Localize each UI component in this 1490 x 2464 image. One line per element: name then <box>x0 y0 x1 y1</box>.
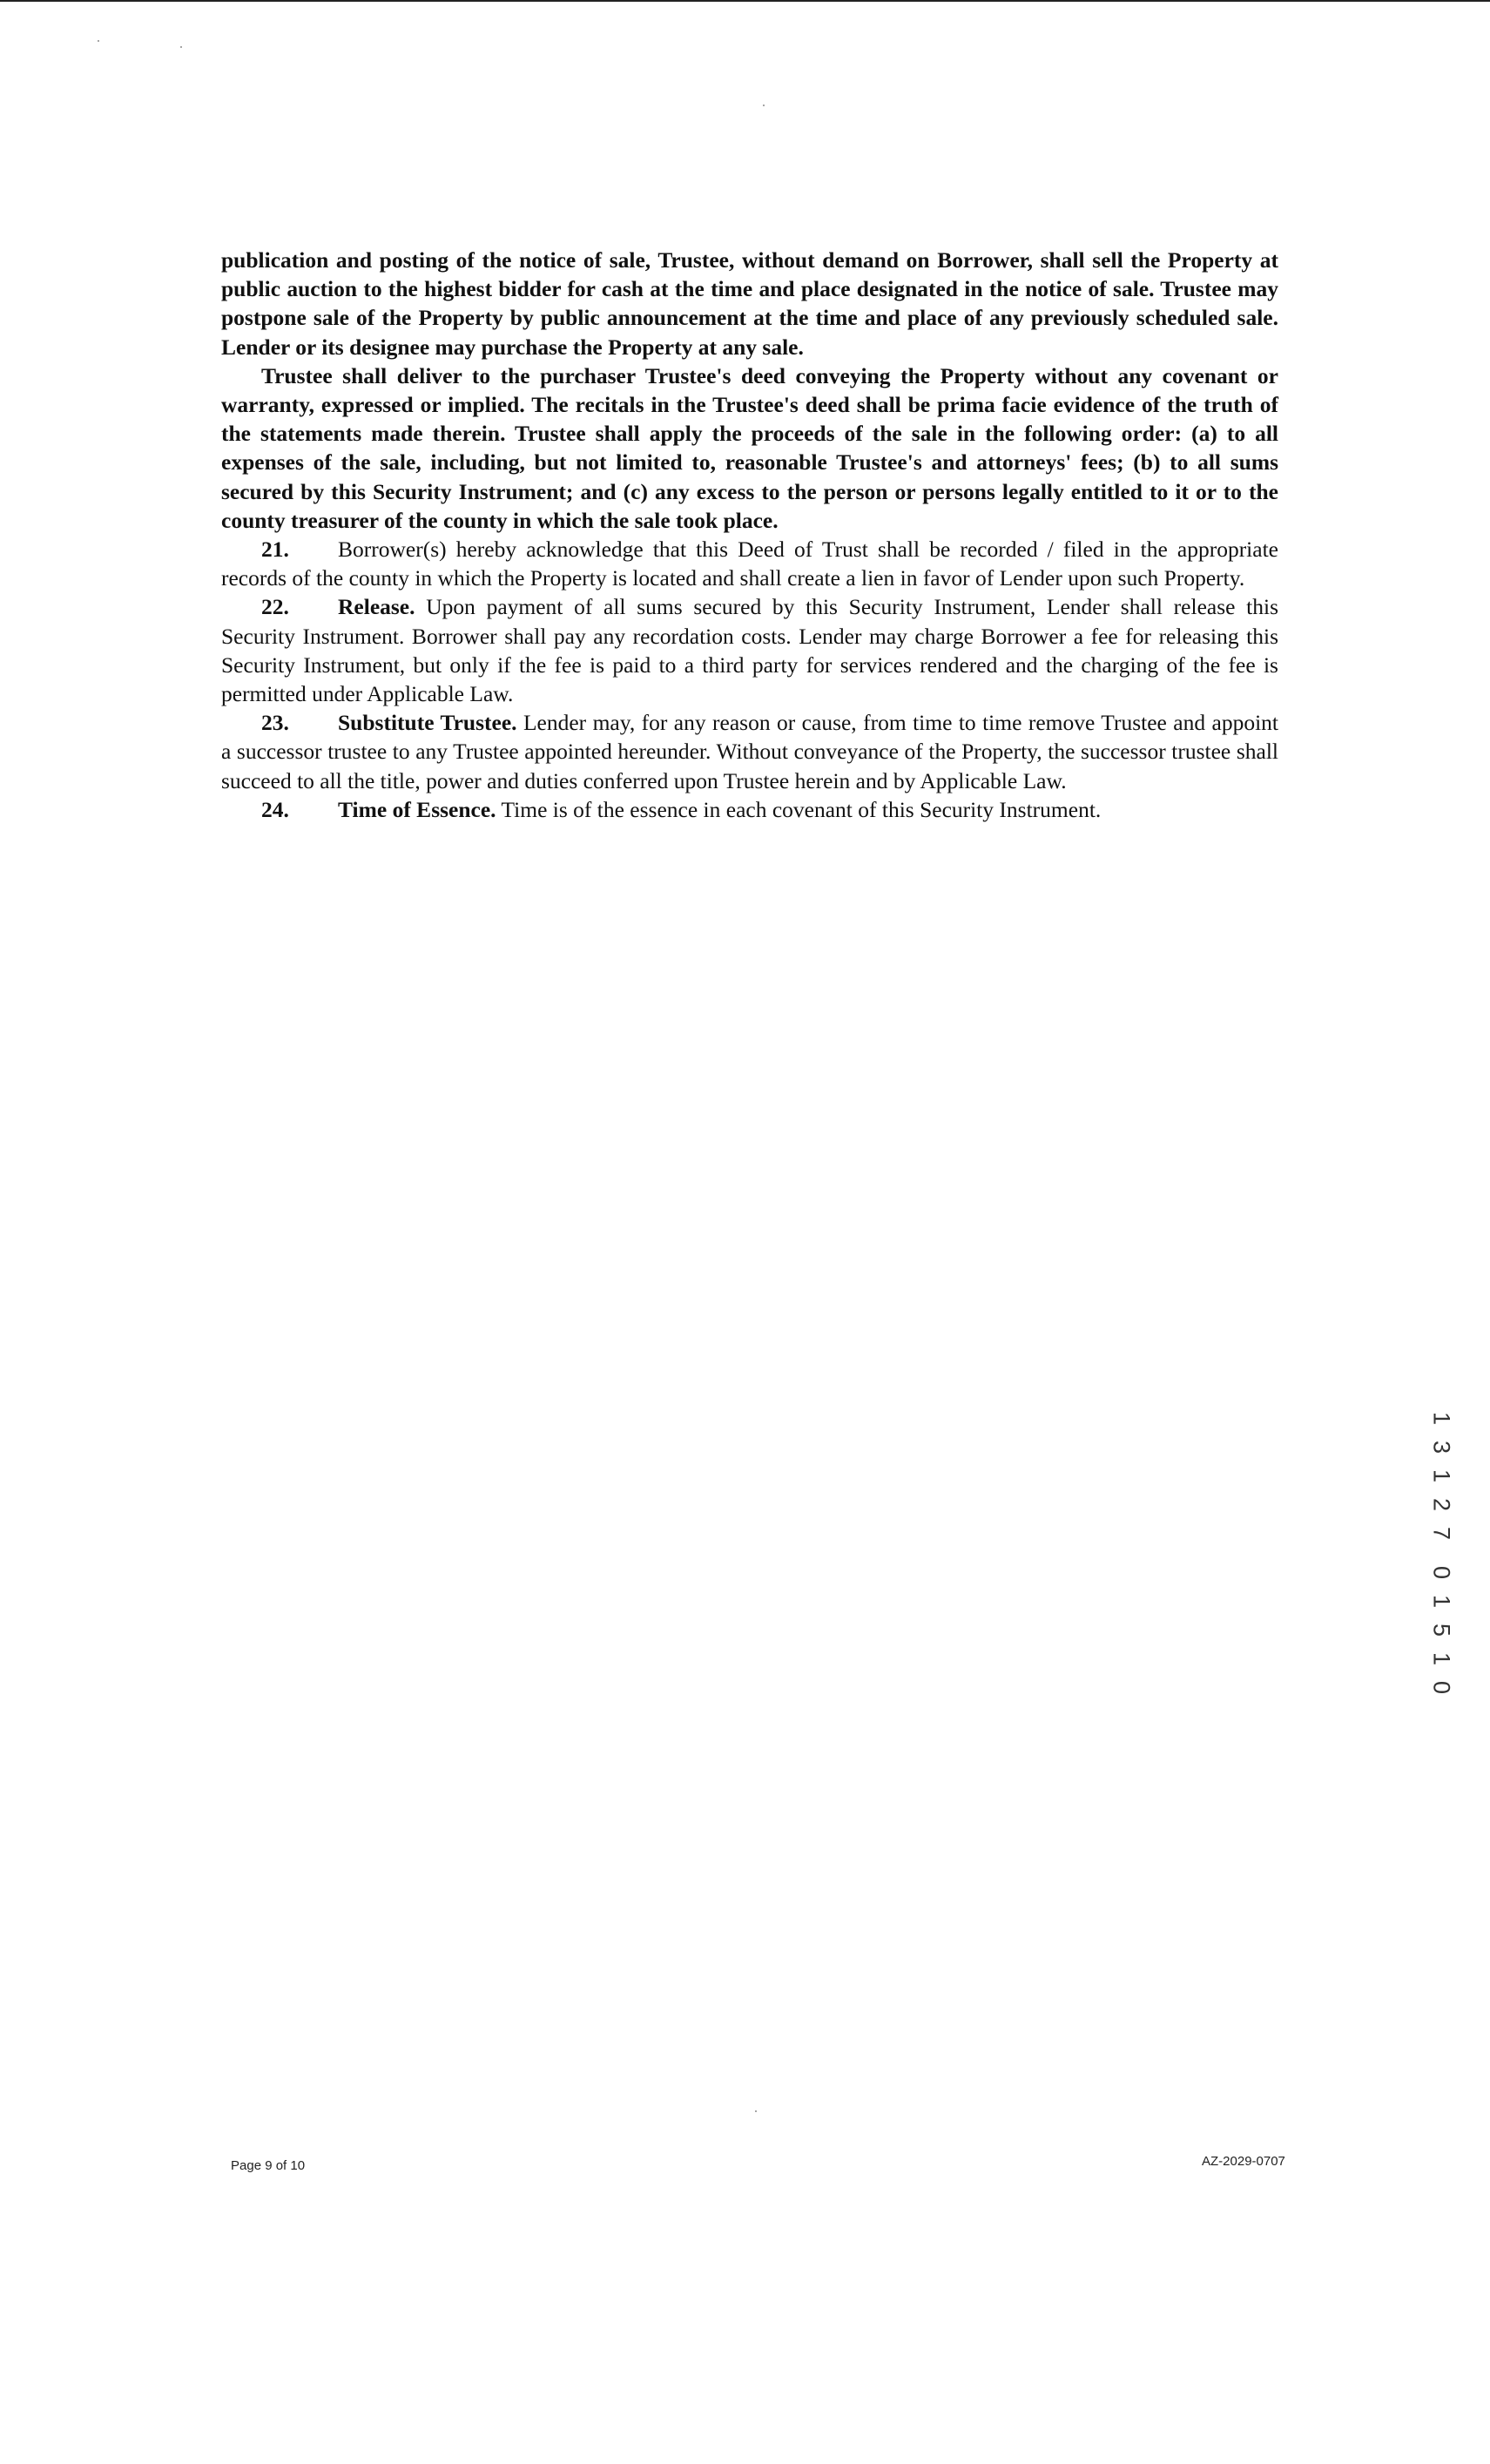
form-code: AZ-2029-0707 <box>1202 2154 1285 2169</box>
paragraph-text: publication and posting of the notice of sale, Trustee, without demand on Borrower, shall sell the Property at public auction to the highest bidder for cash at the time and place designated in the notice of sale. Trustee may postpone sale of the Property by public announcement at the time and place of any previously scheduled sale. Lender or its designee may purchase the Property at any sale. <box>221 247 1278 360</box>
section-heading: Substitute Trustee. <box>338 710 517 736</box>
paragraph-text: Borrower(s) hereby acknowledge that this Deed of Trust shall be recorded / filed in the appropriate records of the county in which the Property is located and shall create a lien in favor of Lender upon such Property. <box>221 537 1278 591</box>
paragraph-text: Trustee shall deliver to the purchaser Trustee's deed conveying the Property without any covenant or warranty, expressed or implied. The recitals in the Trustee's deed shall be prima facie evidence of the truth of the statements made therein. Trustee shall apply the proceeds of the sale in the following order: (a) to all expenses of the sale, including, but not limited to, reasonable Trustee's and attorneys' fees; (b) to all sums secured by this Security Instrument; and (c) any excess to the person or persons legally entitled to it or to the county treasurer of the county in which the sale took place. <box>221 362 1278 533</box>
stamp-digit: 1 <box>1428 1651 1455 1666</box>
paragraph-23 <box>221 708 1278 795</box>
paragraph-22 <box>221 592 1278 708</box>
stamp-digit: 3 <box>1428 1440 1455 1455</box>
stamp-digit: 0 <box>1428 1565 1455 1580</box>
recording-stamp <box>1428 1404 1454 1702</box>
stamp-digit: 1 <box>1428 1468 1455 1483</box>
section-number: 22. <box>261 594 289 620</box>
paragraph-21 <box>221 535 1278 592</box>
document-body <box>221 246 1278 824</box>
stamp-gap <box>1428 1548 1454 1558</box>
stamp-digit: 1 <box>1428 1594 1455 1609</box>
paragraph-notice-of-sale <box>221 246 1278 361</box>
section-number: 23. <box>261 710 289 736</box>
stamp-digit: 0 <box>1428 1680 1455 1695</box>
scan-speck <box>755 2110 757 2112</box>
section-heading: Time of Essence. <box>338 796 496 822</box>
paragraph-24 <box>221 795 1278 824</box>
page-number: Page 9 of 10 <box>231 2158 306 2173</box>
section-heading: Release. <box>338 594 415 620</box>
paragraph-text: Lender may, for any reason or cause, from time to time remove Trustee and appoint a successor trustee to any Trustee appointed hereunder. Without conveyance of the Property, the successor trustee shall succeed to all the title, power and duties conferred upon Trustee herein and by Applicable Law. <box>221 710 1278 793</box>
section-number: 24. <box>261 796 289 822</box>
paragraph-text: Time is of the essence in each covenant of this Security Instrument. <box>496 796 1102 822</box>
stamp-digit: 2 <box>1428 1497 1455 1512</box>
scan-speck <box>763 105 765 106</box>
scan-speck <box>98 40 99 42</box>
stamp-digit: 1 <box>1428 1411 1455 1426</box>
section-number: 21. <box>261 537 289 563</box>
stamp-digit: 5 <box>1428 1623 1455 1637</box>
paragraph-text: Upon payment of all sums secured by this Security Instrument, Lender shall release this Security Instrument. Borrower shall pay any recordation costs. Lender may charge Borrower a fee for releasing this Security Instrument, but only if the fee is paid to a third party for services rendered and the charging of the fee is permitted under Applicable Law. <box>221 594 1278 707</box>
paragraph-trustee-deed <box>221 361 1278 535</box>
stamp-digit: 7 <box>1428 1526 1455 1541</box>
scan-speck <box>180 46 182 48</box>
